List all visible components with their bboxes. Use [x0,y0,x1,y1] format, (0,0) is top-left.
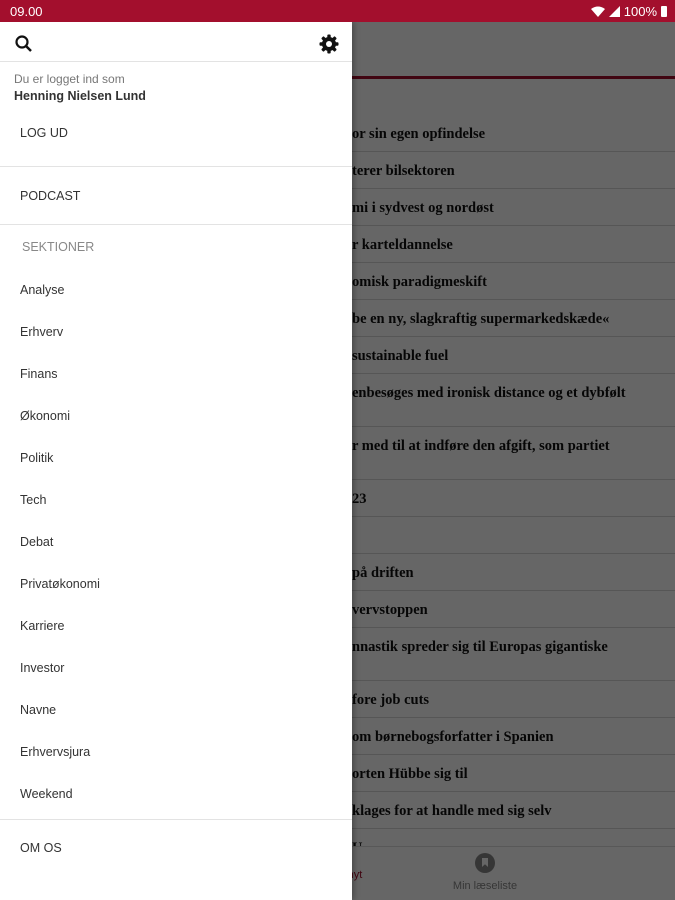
gear-icon[interactable] [319,34,339,54]
section-item[interactable]: Erhverv [20,325,64,339]
podcast-item[interactable]: PODCAST [20,188,81,203]
sections-heading: SEKTIONER [22,240,95,254]
logged-in-note: Du er logget ind som [14,72,125,86]
battery-icon [661,6,667,17]
section-item[interactable]: Weekend [20,787,73,801]
battery-percent: 100% [623,3,657,19]
section-item[interactable]: Privatøkonomi [20,577,100,591]
about-item[interactable]: OM OS [20,841,62,855]
section-item[interactable]: Investor [20,661,65,675]
wifi-icon [591,6,605,17]
status-bar [0,0,675,22]
navigation-drawer [0,22,352,900]
section-list [0,269,352,815]
section-item[interactable]: Politik [20,451,54,465]
section-item[interactable]: Økonomi [20,409,71,423]
section-item[interactable]: Debat [20,535,54,549]
section-item[interactable]: Tech [20,493,47,507]
user-info [0,62,352,110]
logout-item[interactable]: LOG UD [20,126,68,140]
section-item[interactable]: Erhvervsjura [20,745,91,759]
section-item[interactable]: Karriere [20,619,65,633]
signal-icon [609,6,620,17]
search-icon[interactable] [14,34,34,54]
section-item[interactable]: Analyse [20,283,65,297]
drawer-toolbar [0,22,352,62]
status-time: 09.00 [10,3,43,19]
status-icons [591,4,667,19]
section-item[interactable]: Finans [20,367,58,381]
user-name: Henning Nielsen Lund [14,89,146,103]
section-item[interactable]: Navne [20,703,57,717]
